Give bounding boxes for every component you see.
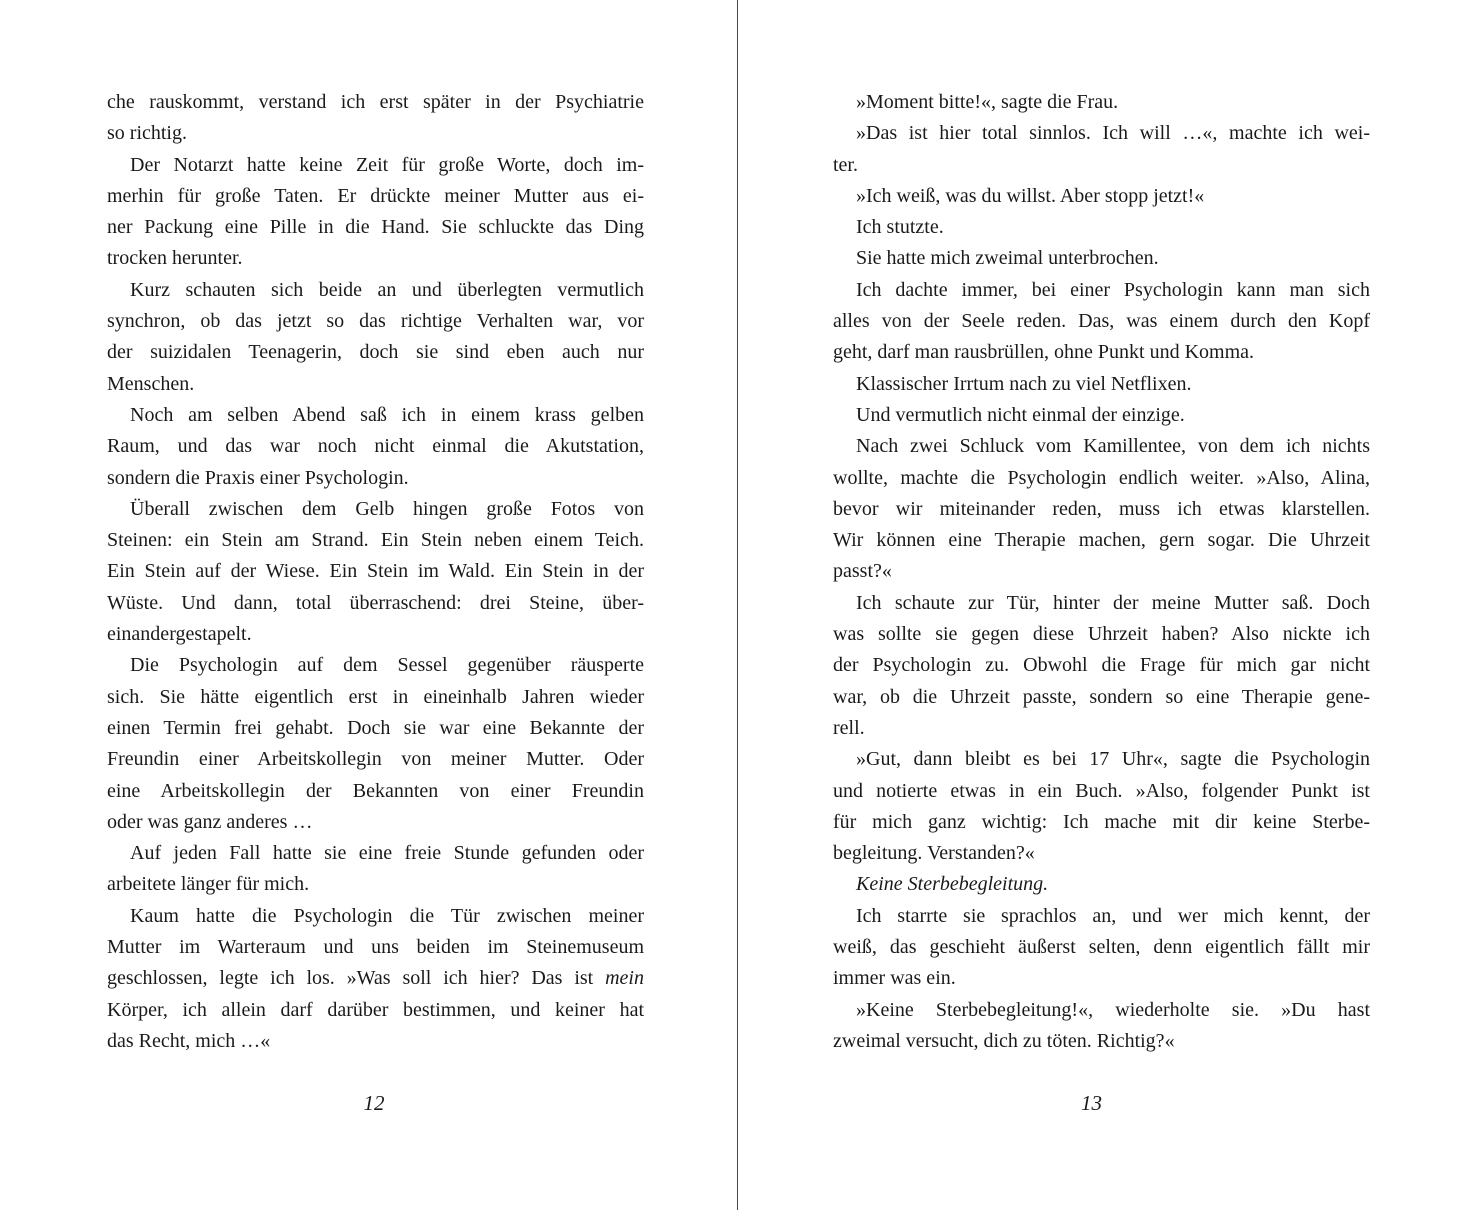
text-line: alles von der Seele reden. Das, was einem durch den Kopf [833,310,1370,333]
text-line: und notierte etwas in ein Buch. »Also, folgender Punkt ist [833,779,1370,802]
text-line: der suizidalen Teenagerin, doch sie sind eben auch nur [107,341,644,364]
text-run: geschlossen, legte ich los. »Was soll ich hier? Das ist [107,967,606,990]
text-line: begleitung. Verstanden?« [833,842,1035,865]
text-line: Die Psychologin auf dem Sessel gegenüber räusperte [130,654,644,677]
text-line: Auf jeden Fall hatte sie eine freie Stunde gefunden oder [130,842,644,865]
text-line: Steinen: ein Stein am Strand. Ein Stein neben einem Teich. [107,529,644,552]
text-line: Menschen. [107,372,195,395]
text-line: Körper, ich allein darf darüber bestimmen, und keiner hat [107,998,644,1021]
text-line: arbeitete länger für mich. [107,873,310,896]
text-line: Wüste. Und dann, total überraschend: drei Steine, über- [107,591,644,614]
text-line: immer was ein. [833,967,956,990]
text-line: Nach zwei Schluck vom Kamillentee, von dem ich nichts [856,435,1370,458]
text-line: eine Arbeitskollegin der Bekannten von einer Freundin [107,779,644,802]
text-line: zweimal versucht, dich zu töten. Richtig?« [833,1029,1175,1052]
text-line: oder was ganz anderes … [107,810,313,833]
left-page [0,0,737,1210]
text-line: Raum, und das war noch nicht einmal die Akutstation, [107,435,644,458]
emphasized-word: mein [605,967,644,990]
book-gutter-divider [737,0,738,1210]
text-line: Kurz schauten sich beide an und überlegten vermutlich [130,278,644,301]
text-line: war, ob die Uhrzeit passte, sondern so eine Therapie gene- [833,685,1370,708]
text-line: Ich dachte immer, bei einer Psychologin kann man sich [856,278,1370,301]
text-line: Sie hatte mich zweimal unterbrochen. [856,247,1159,270]
text-line: passt?« [833,560,892,583]
text-line: »Ich weiß, was du willst. Aber stopp jetzt!« [856,184,1205,207]
text-line: sich. Sie hätte eigentlich erst in eineinhalb Jahren wieder [107,685,644,708]
text-line: ter. [833,153,858,176]
text-line: was sollte sie gegen diese Uhrzeit haben? Also nickte ich [833,623,1370,646]
text-line: einandergestapelt. [107,623,252,646]
text-line: rell. [833,716,865,739]
text-line: sondern die Praxis einer Psychologin. [107,466,409,489]
text-line: Ich schaute zur Tür, hinter der meine Mutter saß. Doch [856,591,1370,614]
text-line: für mich ganz wichtig: Ich mache mit dir keine Sterbe- [833,810,1370,833]
text-line: Klassischer Irrtum nach zu viel Netflixen. [856,372,1192,395]
text-line: synchron, ob das jetzt so das richtige Verhalten war, vor [107,310,644,333]
page-number: 12 [363,1091,385,1115]
text-line: weiß, das geschieht äußerst selten, denn eigentlich fällt mir [833,936,1370,959]
text-line: Der Notarzt hatte keine Zeit für große Worte, doch im- [130,153,644,176]
text-line: trocken herunter. [107,247,243,270]
text-line: »Keine Sterbebegleitung!«, wiederholte sie. »Du hast [856,998,1370,1021]
text-line: Mutter im Warteraum und uns beiden im Steinemuseum [107,936,644,959]
text-line: merhin für große Taten. Er drückte meiner Mutter aus ei- [107,184,644,207]
right-page [739,0,1476,1210]
text-line: che rauskommt, verstand ich erst später in der Psychiatrie [107,91,644,113]
text-line: einen Termin frei gehabt. Doch sie war eine Bekannte der [107,716,644,739]
text-line: das Recht, mich …« [107,1029,271,1052]
text-line: bevor wir miteinander reden, muss ich etwas klarstellen. [833,497,1370,520]
text-line: so richtig. [107,122,187,145]
text-line: »Gut, dann bleibt es bei 17 Uhr«, sagte die Psychologin [856,748,1370,771]
text-line: Und vermutlich nicht einmal der einzige. [856,403,1185,426]
text-line: Überall zwischen dem Gelb hingen große Fotos von [130,497,644,520]
text-line: Ein Stein auf der Wiese. Ein Stein im Wald. Ein Stein in der [107,560,644,583]
text-line: geht, darf man rausbrüllen, ohne Punkt und Komma. [833,341,1255,364]
text-line: Noch am selben Abend saß ich in einem krass gelben [130,403,644,426]
text-line: »Das ist hier total sinnlos. Ich will …«, machte ich wei- [856,122,1370,145]
text-line: der Psychologin zu. Obwohl die Frage für mich gar nicht [833,654,1370,677]
text-line: »Moment bitte!«, sagte die Frau. [856,91,1119,113]
text-line: wollte, machte die Psychologin endlich weiter. »Also, Alina, [833,466,1370,489]
text-line: ner Packung eine Pille in die Hand. Sie schluckte das Ding [107,216,644,239]
text-line: Ich stutzte. [856,216,944,239]
text-line: Wir können eine Therapie machen, gern sogar. Die Uhrzeit [833,529,1370,552]
emphasized-line: Keine Sterbebegleitung. [856,873,1049,896]
text-line: Ich starrte sie sprachlos an, und wer mich kennt, der [856,904,1370,927]
text-line: Kaum hatte die Psychologin die Tür zwischen meiner [130,904,644,927]
page-number: 13 [1081,1091,1102,1115]
text-line: Freundin einer Arbeitskollegin von meiner Mutter. Oder [107,748,644,771]
text-line [107,963,644,994]
left-page-text [107,87,644,1057]
text-line [833,869,1370,900]
right-page-text [833,87,1370,1057]
